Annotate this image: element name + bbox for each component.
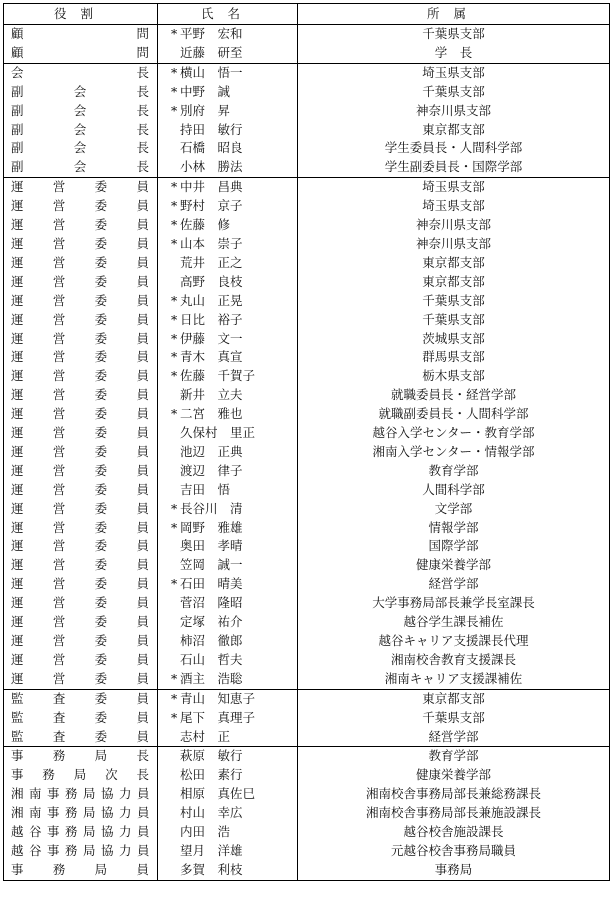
name-cell: [158, 632, 298, 651]
name-cell: [158, 102, 298, 121]
asterisk-mark: *: [171, 102, 178, 118]
role-cell: 運営委員: [4, 443, 158, 462]
person-name: 柿沼 徹郎: [180, 633, 243, 648]
table-row: [4, 348, 610, 367]
table-row: [4, 25, 610, 44]
affiliation-cell: 人間科学部: [298, 481, 610, 500]
affiliation-cell: 経営学部: [298, 575, 610, 594]
asterisk-mark: *: [171, 690, 178, 706]
table-row: [4, 216, 610, 235]
affiliation-cell: 湘南校舎事務局部長兼総務課長: [298, 785, 610, 804]
table-row: [4, 575, 610, 594]
affiliation-cell: 越谷校舎施設課長: [298, 823, 610, 842]
table-row: [4, 594, 610, 613]
name-cell: [158, 443, 298, 462]
table-row: [4, 443, 610, 462]
affiliation-cell: 神奈川県支部: [298, 102, 610, 121]
person-name: 多賀 利枝: [180, 861, 243, 877]
affiliation-cell: 湘南校舎事務局部長兼施設課長: [298, 804, 610, 823]
table-row: [4, 632, 610, 651]
asterisk-mark: *: [171, 349, 178, 365]
table-row: [4, 273, 610, 292]
person-name: 松田 素行: [180, 767, 243, 783]
affiliation-cell: 健康栄養学部: [298, 766, 610, 785]
table-row: [4, 63, 610, 82]
table-row: [4, 367, 610, 386]
person-name: 青木 真宣: [180, 349, 243, 365]
name-cell: [158, 367, 298, 386]
table-row: [4, 556, 610, 575]
affiliation-cell: 学生副委員長・国際学部: [298, 158, 610, 177]
role-cell: 運営委員: [4, 386, 158, 405]
name-cell: [158, 254, 298, 273]
person-name: 萩原 敏行: [180, 748, 243, 764]
role-cell: 運営委員: [4, 235, 158, 254]
affiliation-cell: 就職委員長・経営学部: [298, 386, 610, 405]
person-name: 丸山 正晃: [180, 292, 243, 308]
role-cell: 副会長: [4, 158, 158, 177]
person-name: 野村 京子: [180, 198, 243, 214]
name-cell: [158, 139, 298, 158]
name-cell: [158, 197, 298, 216]
role-cell: 湘南事務局協力員: [4, 804, 158, 823]
affiliation-cell: 学生委員長・人間科学部: [298, 139, 610, 158]
role-cell: 運営委員: [4, 556, 158, 575]
table-row: [4, 670, 610, 689]
person-name: 佐藤 千賀子: [180, 368, 256, 384]
asterisk-mark: *: [171, 519, 178, 535]
name-cell: [158, 292, 298, 311]
name-cell: [158, 823, 298, 842]
person-name: 定塚 祐介: [180, 614, 243, 630]
affiliation-cell: 越谷学生課長補佐: [298, 613, 610, 632]
person-name: 高野 良枝: [180, 273, 243, 289]
affiliation-cell: 千葉県支部: [298, 83, 610, 102]
asterisk-mark: *: [171, 83, 178, 99]
role-cell: 顧問: [4, 44, 158, 63]
name-cell: [158, 785, 298, 804]
affiliation-cell: 千葉県支部: [298, 709, 610, 728]
asterisk-mark: *: [171, 500, 178, 516]
affiliation-cell: 神奈川県支部: [298, 216, 610, 235]
person-name: 佐藤 修: [180, 217, 231, 233]
role-cell: 監査委員: [4, 689, 158, 708]
name-cell: [158, 651, 298, 670]
role-cell: 運営委員: [4, 575, 158, 594]
role-cell: 運営委員: [4, 254, 158, 273]
asterisk-mark: *: [171, 64, 178, 80]
role-cell: 運営委員: [4, 330, 158, 349]
person-name: 山本 崇子: [180, 235, 243, 251]
affiliation-cell: 湘南キャリア支援課補佐: [298, 670, 610, 689]
person-name: 持田 敏行: [180, 121, 243, 137]
person-name: 中野 誠: [180, 83, 231, 99]
person-name: 菅沼 隆昭: [180, 595, 243, 611]
role-cell: 運営委員: [4, 197, 158, 216]
affiliation-cell: 千葉県支部: [298, 25, 610, 44]
role-cell: 運営委員: [4, 519, 158, 538]
person-name: 石橋 昭良: [180, 140, 243, 156]
asterisk-mark: *: [171, 576, 178, 592]
person-name: 荒井 正之: [180, 254, 243, 270]
role-cell: 運営委員: [4, 405, 158, 424]
name-cell: [158, 273, 298, 292]
role-cell: 運営委員: [4, 481, 158, 500]
person-name: 渡辺 律子: [180, 462, 243, 478]
affiliation-cell: 埼玉県支部: [298, 197, 610, 216]
name-cell: [158, 500, 298, 519]
role-cell: 運営委員: [4, 348, 158, 367]
role-cell: 監査委員: [4, 709, 158, 728]
role-cell: 運営委員: [4, 594, 158, 613]
person-name: 村山 幸広: [180, 805, 243, 821]
person-name: 新井 立夫: [180, 387, 243, 403]
table-row: [4, 861, 610, 880]
table-row: [4, 537, 610, 556]
name-cell: [158, 405, 298, 424]
person-name: 伊藤 文一: [180, 330, 243, 346]
table-row: [4, 139, 610, 158]
person-name: 横山 悟一: [180, 64, 243, 80]
asterisk-mark: *: [171, 709, 178, 725]
affiliation-cell: 千葉県支部: [298, 292, 610, 311]
name-cell: [158, 613, 298, 632]
role-cell: 運営委員: [4, 651, 158, 670]
affiliation-cell: 千葉県支部: [298, 311, 610, 330]
table-row: [4, 330, 610, 349]
person-name: 笠岡 誠一: [180, 557, 243, 573]
table-row: [4, 462, 610, 481]
person-name: 長谷川 清: [180, 500, 243, 516]
affiliation-cell: 東京都支部: [298, 121, 610, 140]
person-name: 別府 昇: [180, 102, 231, 118]
name-cell: [158, 178, 298, 197]
asterisk-mark: *: [171, 311, 178, 327]
affiliation-cell: 元越谷校舎事務局職員: [298, 842, 610, 861]
affiliation-cell: 東京都支部: [298, 254, 610, 273]
name-cell: [158, 575, 298, 594]
asterisk-mark: *: [171, 292, 178, 308]
table-row: [4, 804, 610, 823]
role-cell: 副会長: [4, 121, 158, 140]
affiliation-cell: 越谷キャリア支援課長代理: [298, 632, 610, 651]
asterisk-mark: *: [171, 235, 178, 251]
table-row: [4, 102, 610, 121]
name-cell: [158, 424, 298, 443]
table-row: [4, 405, 610, 424]
affiliation-cell: 湘南校舎教育支援課長: [298, 651, 610, 670]
affiliation-cell: 神奈川県支部: [298, 235, 610, 254]
role-cell: 運営委員: [4, 273, 158, 292]
table-row: [4, 785, 610, 804]
name-cell: [158, 689, 298, 708]
person-name: 吉田 悟: [180, 481, 231, 497]
role-cell: 運営委員: [4, 292, 158, 311]
role-cell: 運営委員: [4, 424, 158, 443]
header-row: [4, 4, 610, 25]
asterisk-mark: *: [171, 217, 178, 233]
role-cell: 運営委員: [4, 537, 158, 556]
table-row: [4, 424, 610, 443]
affiliation-cell: 栃木県支部: [298, 367, 610, 386]
person-name: 内田 浩: [180, 824, 231, 840]
role-cell: 事務局員: [4, 861, 158, 880]
header-affiliation: 所属: [298, 4, 610, 25]
name-cell: [158, 556, 298, 575]
table-row: [4, 121, 610, 140]
table-row: [4, 651, 610, 670]
officer-roster-table: [3, 3, 610, 881]
table-row: [4, 83, 610, 102]
person-name: 志村 正: [180, 728, 231, 744]
table-row: [4, 158, 610, 177]
name-cell: [158, 121, 298, 140]
person-name: 石田 晴美: [180, 576, 243, 592]
name-cell: [158, 44, 298, 63]
affiliation-cell: 情報学部: [298, 519, 610, 538]
role-cell: 運営委員: [4, 367, 158, 386]
name-cell: [158, 83, 298, 102]
name-cell: [158, 766, 298, 785]
role-cell: 越谷事務局協力員: [4, 823, 158, 842]
affiliation-cell: 群馬県支部: [298, 348, 610, 367]
role-cell: 運営委員: [4, 462, 158, 481]
role-cell: 会長: [4, 63, 158, 82]
name-cell: [158, 670, 298, 689]
person-name: 尾下 真理子: [180, 709, 256, 725]
name-cell: [158, 311, 298, 330]
affiliation-cell: 文学部: [298, 500, 610, 519]
affiliation-cell: 健康栄養学部: [298, 556, 610, 575]
person-name: 石山 哲夫: [180, 651, 243, 667]
person-name: 酒主 浩聡: [180, 670, 243, 686]
affiliation-cell: 国際学部: [298, 537, 610, 556]
affiliation-cell: 経営学部: [298, 728, 610, 747]
person-name: 日比 裕子: [180, 311, 243, 327]
role-cell: 運営委員: [4, 500, 158, 519]
affiliation-cell: 越谷入学センター・教育学部: [298, 424, 610, 443]
person-name: 平野 宏和: [180, 26, 243, 41]
affiliation-cell: 教育学部: [298, 747, 610, 766]
affiliation-cell: 茨城県支部: [298, 330, 610, 349]
table-row: [4, 235, 610, 254]
affiliation-cell: 埼玉県支部: [298, 63, 610, 82]
role-cell: 副会長: [4, 139, 158, 158]
header-role: 役割: [4, 4, 158, 25]
name-cell: [158, 25, 298, 44]
table-row: [4, 254, 610, 273]
role-cell: 副会長: [4, 83, 158, 102]
table-row: [4, 709, 610, 728]
asterisk-mark: *: [171, 406, 178, 422]
affiliation-cell: 湘南入学センター・情報学部: [298, 443, 610, 462]
asterisk-mark: *: [171, 198, 178, 214]
table-row: [4, 481, 610, 500]
name-cell: [158, 728, 298, 747]
role-cell: 事務局次長: [4, 766, 158, 785]
role-cell: 顧問: [4, 25, 158, 44]
person-name: 久保村 里正: [180, 425, 256, 441]
role-cell: 運営委員: [4, 216, 158, 235]
name-cell: [158, 348, 298, 367]
affiliation-cell: 就職副委員長・人間科学部: [298, 405, 610, 424]
name-cell: [158, 481, 298, 500]
table-row: [4, 728, 610, 747]
person-name: 奥田 孝晴: [180, 538, 243, 554]
table-row: [4, 519, 610, 538]
person-name: 望月 洋雄: [180, 842, 243, 858]
name-cell: [158, 158, 298, 177]
person-name: 中井 昌典: [180, 179, 243, 195]
affiliation-cell: 学 長: [298, 44, 610, 63]
role-cell: 運営委員: [4, 613, 158, 632]
name-cell: [158, 235, 298, 254]
name-cell: [158, 804, 298, 823]
name-cell: [158, 709, 298, 728]
table-row: [4, 178, 610, 197]
name-cell: [158, 842, 298, 861]
role-cell: 運営委員: [4, 670, 158, 689]
table-row: [4, 766, 610, 785]
name-cell: [158, 386, 298, 405]
name-cell: [158, 462, 298, 481]
person-name: 青山 知恵子: [180, 690, 256, 706]
role-cell: 運営委員: [4, 178, 158, 197]
table-body: [4, 25, 610, 881]
person-name: 小林 勝法: [180, 159, 243, 175]
person-name: 池辺 正典: [180, 443, 243, 459]
affiliation-cell: 大学事務局部長兼学長室課長: [298, 594, 610, 613]
role-cell: 湘南事務局協力員: [4, 785, 158, 804]
table-row: [4, 386, 610, 405]
name-cell: [158, 861, 298, 880]
name-cell: [158, 594, 298, 613]
table-row: [4, 292, 610, 311]
name-cell: [158, 519, 298, 538]
role-cell: 運営委員: [4, 632, 158, 651]
role-cell: 運営委員: [4, 311, 158, 330]
affiliation-cell: 教育学部: [298, 462, 610, 481]
name-cell: [158, 216, 298, 235]
table-row: [4, 747, 610, 766]
name-cell: [158, 330, 298, 349]
person-name: 相原 真佐巳: [180, 786, 256, 802]
table-row: [4, 44, 610, 63]
affiliation-cell: 埼玉県支部: [298, 178, 610, 197]
name-cell: [158, 537, 298, 556]
table-row: [4, 823, 610, 842]
affiliation-cell: 事務局: [298, 861, 610, 880]
affiliation-cell: 東京都支部: [298, 689, 610, 708]
role-cell: 事務局長: [4, 747, 158, 766]
header-name: 氏名: [158, 4, 298, 25]
table-row: [4, 842, 610, 861]
asterisk-mark: *: [171, 330, 178, 346]
asterisk-mark: *: [171, 26, 178, 41]
table-header: [4, 4, 610, 25]
table-row: [4, 311, 610, 330]
person-name: 近藤 研至: [180, 44, 243, 60]
table-row: [4, 689, 610, 708]
role-cell: 越谷事務局協力員: [4, 842, 158, 861]
name-cell: [158, 747, 298, 766]
name-cell: [158, 63, 298, 82]
person-name: 二宮 雅也: [180, 406, 243, 422]
table-row: [4, 500, 610, 519]
role-cell: 副会長: [4, 102, 158, 121]
asterisk-mark: *: [171, 179, 178, 195]
asterisk-mark: *: [171, 670, 178, 686]
table-row: [4, 613, 610, 632]
table-row: [4, 197, 610, 216]
person-name: 岡野 雅雄: [180, 519, 243, 535]
asterisk-mark: *: [171, 368, 178, 384]
affiliation-cell: 東京都支部: [298, 273, 610, 292]
role-cell: 監査委員: [4, 728, 158, 747]
